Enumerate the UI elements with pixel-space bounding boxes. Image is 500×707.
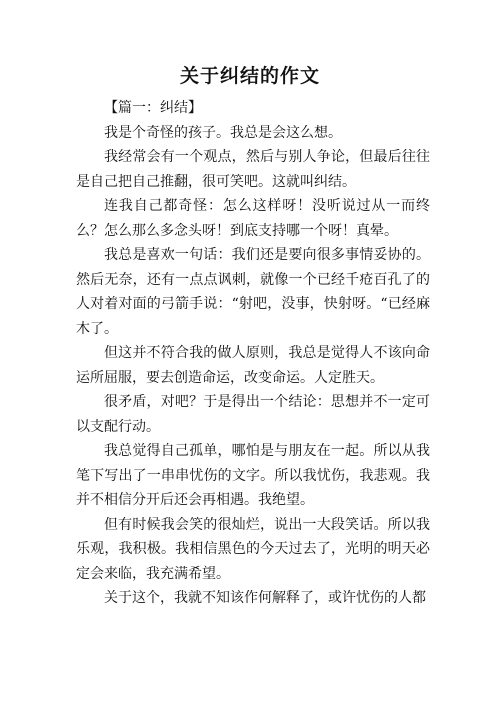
- document-title: 关于纠结的作文: [179, 65, 320, 87]
- paragraph: 很矛盾，对吧？于是得出一个结论：思想并不一定可以支配行动。: [76, 394, 430, 435]
- section-heading: 【篇一：纠结】: [104, 100, 202, 116]
- paragraph: 关于这个，我就不知该作何解释了，或许忧伤的人都: [104, 590, 426, 606]
- paragraph: 我经常会有一个观点，然后与别人争论，但最后往往是自己把自己推翻，很可笑吧。这就叫纠结。: [76, 149, 430, 190]
- paragraph: 我总是喜欢一句话：我们还是要向很多事情妥协的。然后无奈，还有一点点讽刺，就像一个已经千疮百孔了的人对着对面的弓箭手说：“射吧，没事，快射呀。“已经麻木了。: [76, 247, 430, 337]
- paragraph: 我总觉得自己孤单，哪怕是与朋友在一起。所以从我笔下写出了一串串忧伤的文字。所以我忧伤，我悲观。我并不相信分开后还会再相遇。我绝望。: [76, 443, 430, 508]
- paragraph: 但有时候我会笑的很灿烂，说出一大段笑话。所以我乐观，我积极。我相信黑色的今天过去了，光明的明天必定会来临，我充满希望。: [76, 516, 430, 582]
- paragraph: 连我自己都奇怪：怎么这样呀！没听说过从一而终么？怎么那么多念头呀！到底支持哪一个呀！真晕。: [76, 198, 430, 239]
- paragraph: 但这并不符合我的做人原则，我总是觉得人不该向命运所屈服，要去创造命运，改变命运。人定胜天。: [76, 345, 430, 386]
- document-body: [76, 96, 430, 611]
- paragraph: 我是个奇怪的孩子。我总是会这么想。: [104, 124, 342, 141]
